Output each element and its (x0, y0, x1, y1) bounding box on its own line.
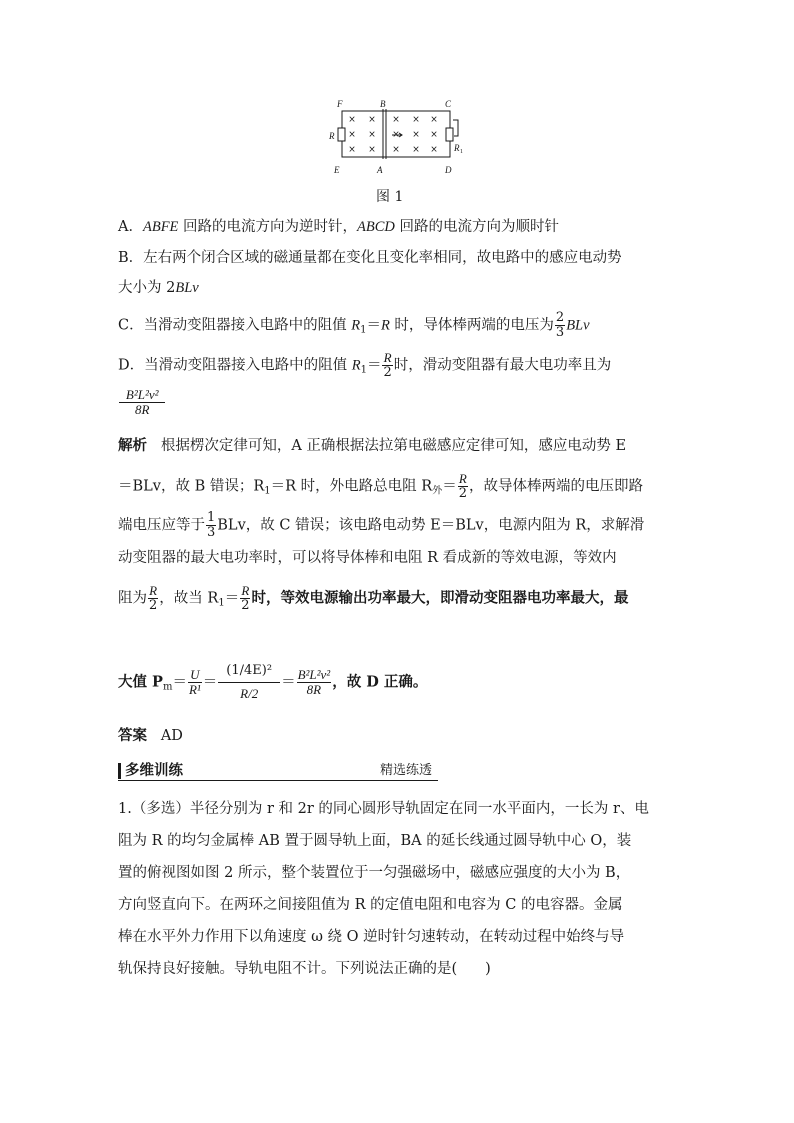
fraction: $\frac{2}{3}$ (555, 310, 565, 340)
resistor-r1 (446, 128, 453, 141)
section-underline (118, 780, 438, 781)
cross-mark: × (412, 115, 420, 125)
label-a: A (377, 165, 383, 175)
fraction: $\frac{\text{(1/4E)²}}{R/2}$ (218, 660, 280, 705)
fraction: $\frac{1}{3}$ (207, 510, 216, 540)
fraction: $\frac{R}{2}$ (383, 350, 392, 380)
label-e: E (334, 165, 340, 175)
answer-line (118, 726, 183, 746)
label-b: B (380, 99, 386, 109)
fraction: $\frac{R}{2}$ (241, 583, 250, 613)
analysis-line4: 动变阻器的最大电功率时，可以将导体棒和电阻 R 看成新的等效电源，等效内 (118, 550, 617, 566)
problem-line5: 棒在水平外力作用下以角速度 ω 绕 O 逆时针匀速转动，在转动过程中始终与导 (118, 929, 625, 945)
section-subtitle: 精选练透 (380, 763, 433, 778)
option-d: D．当滑动变阻器接入电路中的阻值 $R_1=$ $\frac{R}{2}$ 时，滑动变阻器有最大电功率且为 (118, 350, 612, 380)
analysis-line1: 解析 根据楞次定律可知，A 正确根据法拉第电磁感应定律可知，感应电动势 E (118, 437, 627, 454)
option-c: C．当滑动变阻器接入电路中的阻值 $R_1=R$ 时，导体棒两端的电压为 $\frac{2}{3}$ BLv (118, 310, 590, 340)
section-header (118, 761, 438, 781)
fraction: $\frac{\text{B²L²v²}}{8R}$ (297, 667, 331, 697)
cross-mark: × (348, 145, 356, 155)
analysis-line3: 端电压应等于 $\frac{1}{3}$ BLv，故 C 错误；该电路电动势 E＝BLv，电源内阻为 R，求解滑 (118, 510, 645, 540)
option-d-power (118, 388, 166, 417)
figure-caption: 图 1 (376, 189, 404, 205)
answer-label: 答案 (118, 727, 147, 744)
cross-mark: × (348, 115, 356, 125)
answer-value: AD (160, 728, 183, 744)
cross-mark: × (412, 130, 420, 140)
cross-mark: × (368, 130, 376, 140)
analysis-line5: 阻为 $\frac{R}{2}$ ，故当 $R_1=$ $\frac{R}{2}$ 时，等效电源输出功率最大，即滑动变阻器电功率最大，最 (118, 583, 629, 613)
cross-mark: × (430, 130, 438, 140)
problem-line6: 轨保持良好接触。导轨电阻不计。下列说法正确的是( ) (118, 961, 491, 977)
cross-mark: × (412, 145, 420, 155)
problem-line1: 1.（多选）半径分别为 r 和 2r 的同心圆形导轨固定在同一水平面内，一长为 r、电 (118, 801, 649, 817)
cross-mark: × (392, 145, 400, 155)
option-b-line1: B．左右两个闭合区域的磁通量都在变化且变化率相同，故电路中的感应电动势 (118, 250, 622, 266)
label-f: F (337, 99, 343, 109)
resistor-r (338, 128, 345, 141)
fraction: $\frac{U}{\text{R¹}}$ (188, 667, 201, 697)
option-b-line2: 大小为 2BLv (118, 280, 199, 296)
fraction: $\frac{\text{B²L²v²}}{8R}$ (119, 388, 165, 417)
problem-line4: 方向竖直向下。在两环之间接阻值为 R 的定值电阻和电容为 C 的电容器。金属 (118, 897, 623, 913)
analysis-line2: ＝BLv，故 B 错误；$R_1=R$ 时，外电路总电阻 $R_外=$ $\frac{R}{2}$ ，故导体棒两端的电压即路 (118, 471, 643, 501)
fraction: $\frac{R}{2}$ (149, 583, 158, 613)
section-marker (118, 763, 121, 779)
problem-line2: 阻为 R 的均匀金属棒 AB 置于圆导轨上面，BA 的延长线通过圆导轨中心 O，装 (118, 833, 632, 849)
circuit-figure (328, 98, 468, 178)
cross-mark: × (392, 115, 400, 125)
cross-mark: × (392, 130, 400, 140)
section-title: 多维训练 (125, 762, 183, 779)
cross-mark: × (348, 130, 356, 140)
label-r: R (329, 131, 335, 141)
label-c: C (445, 99, 452, 109)
cross-mark: × (430, 115, 438, 125)
cross-mark: × (368, 115, 376, 125)
label-d: D (445, 165, 452, 175)
analysis-line6: 大值 $P_m=$ $\frac{U}{\text{R¹}}$ ＝ $\frac{\text{(1/4E)²}}{R/2}$ ＝ $\frac{\text{B²L²v²}}{8R}$ ，故 D 正确。 (118, 660, 427, 705)
analysis-label: 解析 (118, 437, 147, 454)
fraction: $\frac{R}{2}$ (458, 471, 467, 501)
slider-wire (453, 120, 458, 136)
label-r1: R (454, 143, 460, 153)
cross-mark: × (430, 145, 438, 155)
cross-mark: × (368, 145, 376, 155)
label-r1-sub: 1 (460, 149, 463, 155)
problem-line3: 置的俯视图如图 2 所示，整个装置位于一匀强磁场中，磁感应强度的大小为 B， (118, 865, 631, 881)
option-a: A．ABFE 回路的电流方向为逆时针，ABCD 回路的电流方向为顺时针 (118, 219, 559, 235)
